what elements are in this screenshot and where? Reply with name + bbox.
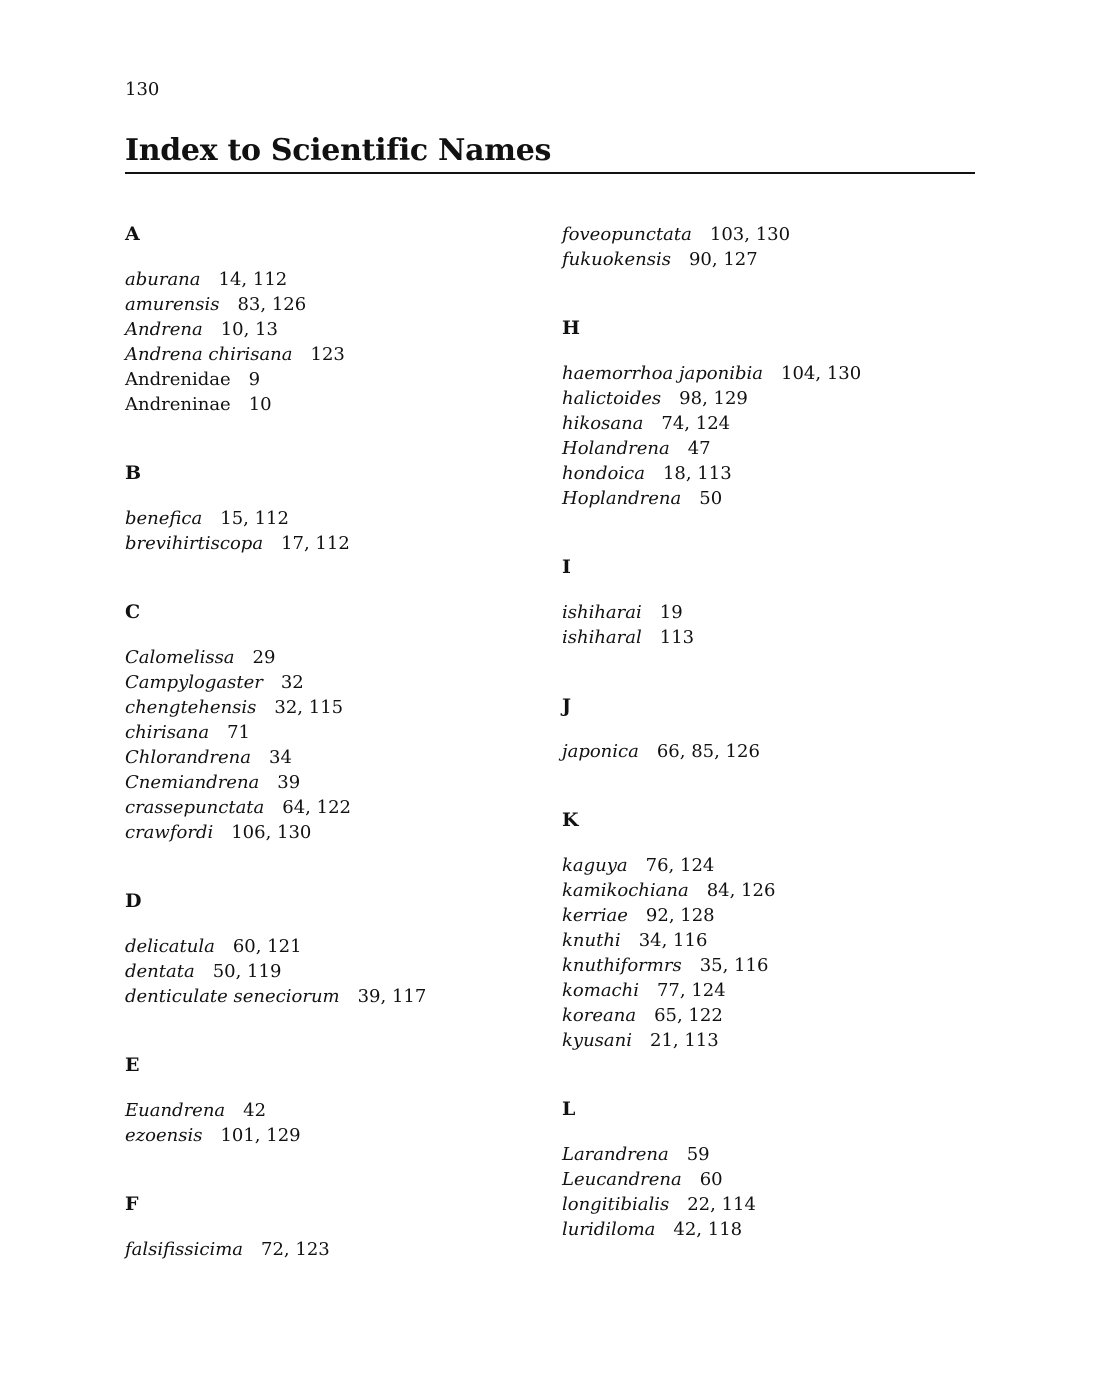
entry-name: benefica [125,508,203,529]
entry-name: Leucandrena [562,1169,682,1190]
entry-name: Calomelissa [125,647,235,668]
section-letter: L [562,1098,576,1120]
index-entry [125,720,535,745]
entry-name: crassepunctata [125,797,265,818]
index-entry [125,670,535,695]
entry-pages: 10 [248,394,272,415]
index-entry [562,386,972,411]
index-section-f [125,1192,535,1262]
index-entry [562,1192,972,1217]
entry-name: hondoica [562,463,645,484]
index-entry [125,292,535,317]
entry-pages: 29 [252,647,276,668]
index-entry [562,436,972,461]
entry-name: Andrena [125,319,203,340]
entry-pages: 22, 114 [687,1194,756,1215]
entry-pages: 101, 129 [220,1125,301,1146]
index-entry [125,934,535,959]
entry-name: kaguya [562,855,628,876]
index-column-right [562,222,972,1286]
section-letter: I [562,556,571,578]
index-section-h [562,316,972,511]
entry-pages: 10, 13 [220,319,278,340]
index-entry [562,953,972,978]
entry-name: crawfordi [125,822,214,843]
section-letter: D [125,890,142,912]
index-entry [562,1217,972,1242]
entry-name: Holandrena [562,438,670,459]
entry-name: chengtehensis [125,697,257,718]
index-section-b [125,461,535,556]
section-letter: H [562,317,580,339]
section-letter: B [125,462,142,484]
title-rule [125,172,975,174]
entry-name: kerriae [562,905,628,926]
index-entry [125,267,535,292]
entry-pages: 60, 121 [232,936,302,957]
entry-pages: 71 [227,722,250,743]
index-section-d [125,889,535,1009]
index-entry [562,1167,972,1192]
entry-name: Chlorandrena [125,747,251,768]
entry-name: koreana [562,1005,637,1026]
section-letter: F [125,1193,139,1215]
entry-name: dentata [125,961,195,982]
entry-name: ishiharal [562,627,642,648]
index-section-e [125,1053,535,1148]
index-entry [562,222,972,247]
index-entry [562,978,972,1003]
entry-pages: 84, 126 [706,880,776,901]
entry-name: Larandrena [562,1144,669,1165]
entry-name: fukuokensis [562,249,671,270]
entry-pages: 18, 113 [662,463,732,484]
entry-name: knuthi [562,930,621,951]
entry-pages: 113 [659,627,695,648]
entry-name: hikosana [562,413,644,434]
entry-name: foveopunctata [562,224,692,245]
entry-name: Andreninae [125,394,231,415]
entry-pages: 47 [687,438,711,459]
index-entry [562,625,972,650]
index-section-f-continued [562,222,972,272]
section-letter: C [125,601,141,623]
index-entry [562,928,972,953]
index-entry [125,342,535,367]
index-entry [562,461,972,486]
entry-pages: 64, 122 [282,797,351,818]
index-entry [125,959,535,984]
entry-pages: 92, 128 [645,905,715,926]
entry-pages: 77, 124 [656,980,726,1001]
entry-pages: 42 [243,1100,267,1121]
section-letter: A [125,223,140,245]
entry-pages: 123 [310,344,345,365]
entry-pages: 32 [280,672,304,693]
entry-pages: 19 [659,602,683,623]
entry-name: Hoplandrena [562,488,682,509]
entry-pages: 83, 126 [237,294,307,315]
page-number: 130 [125,79,160,100]
index-entry [562,1142,972,1167]
entry-pages: 98, 129 [679,388,748,409]
entry-name: haemorrhoa japonibia [562,363,764,384]
index-entry [562,739,972,764]
index-entry [125,1098,535,1123]
section-letter: E [125,1054,140,1076]
entry-name: kamikochiana [562,880,689,901]
index-column-left [125,222,535,1306]
section-letter: J [562,695,571,717]
entry-pages: 72, 123 [261,1239,330,1260]
entry-name: aburana [125,269,201,290]
index-section-c [125,600,535,845]
index-entry [125,317,535,342]
entry-pages: 34 [269,747,292,768]
entry-name: falsifissicima [125,1239,244,1260]
entry-name: Campylogaster [125,672,263,693]
entry-pages: 65, 122 [654,1005,723,1026]
entry-pages: 21, 113 [650,1030,719,1051]
entry-name: ezoensis [125,1125,203,1146]
index-entry [125,645,535,670]
entry-name: amurensis [125,294,220,315]
entry-name: Cnemiandrena [125,772,260,793]
entry-pages: 103, 130 [709,224,791,245]
entry-name: chirisana [125,722,210,743]
index-entry [562,878,972,903]
index-section-a [125,222,535,417]
entry-pages: 50 [699,488,723,509]
entry-pages: 39 [277,772,301,793]
index-section-k [562,808,972,1053]
entry-name: longitibialis [562,1194,670,1215]
entry-pages: 76, 124 [645,855,715,876]
entry-pages: 14, 112 [218,269,288,290]
entry-name: Andrenidae [125,369,231,390]
index-entry [125,984,535,1009]
index-entry [125,820,535,845]
entry-pages: 60 [699,1169,723,1190]
entry-name: luridiloma [562,1219,656,1240]
index-entry [125,770,535,795]
entry-name: Andrena chirisana [125,344,293,365]
entry-pages: 32, 115 [274,697,344,718]
index-entry [562,411,972,436]
section-letter: K [562,809,579,831]
index-entry [125,745,535,770]
index-entry [562,903,972,928]
entry-pages: 90, 127 [688,249,758,270]
page-title: Index to Scientific Names [125,133,552,168]
entry-name: komachi [562,980,639,1001]
entry-name: delicatula [125,936,215,957]
entry-name: kyusani [562,1030,632,1051]
entry-pages: 106, 130 [231,822,312,843]
entry-name: japonica [562,741,639,762]
index-entry [562,1003,972,1028]
index-section-l [562,1097,972,1242]
entry-pages: 74, 124 [661,413,731,434]
index-entry [562,247,972,272]
entry-pages: 35, 116 [699,955,769,976]
index-entry [125,506,535,531]
entry-name: knuthiformrs [562,955,682,976]
entry-pages: 50, 119 [212,961,282,982]
entry-name: ishiharai [562,602,642,623]
entry-name: Euandrena [125,1100,226,1121]
entry-pages: 34, 116 [638,930,708,951]
index-entry [125,1237,535,1262]
index-entry [125,695,535,720]
index-entry [125,531,535,556]
index-entry [562,1028,972,1053]
index-entry [562,600,972,625]
entry-pages: 15, 112 [220,508,289,529]
entry-pages: 39, 117 [357,986,427,1007]
entry-pages: 59 [686,1144,710,1165]
index-entry [125,392,535,417]
index-section-i [562,555,972,650]
entry-pages: 66, 85, 126 [656,741,760,762]
entry-pages: 104, 130 [781,363,862,384]
entry-pages: 9 [248,369,261,390]
entry-name: denticulate seneciorum [125,986,340,1007]
entry-pages: 42, 118 [673,1219,743,1240]
index-entry [125,367,535,392]
index-entry [562,361,972,386]
entry-name: brevihirtiscopa [125,533,264,554]
index-entry [125,795,535,820]
index-entry [562,486,972,511]
index-entry [562,853,972,878]
index-section-j [562,694,972,764]
entry-pages: 17, 112 [281,533,350,554]
entry-name: halictoides [562,388,662,409]
index-entry [125,1123,535,1148]
